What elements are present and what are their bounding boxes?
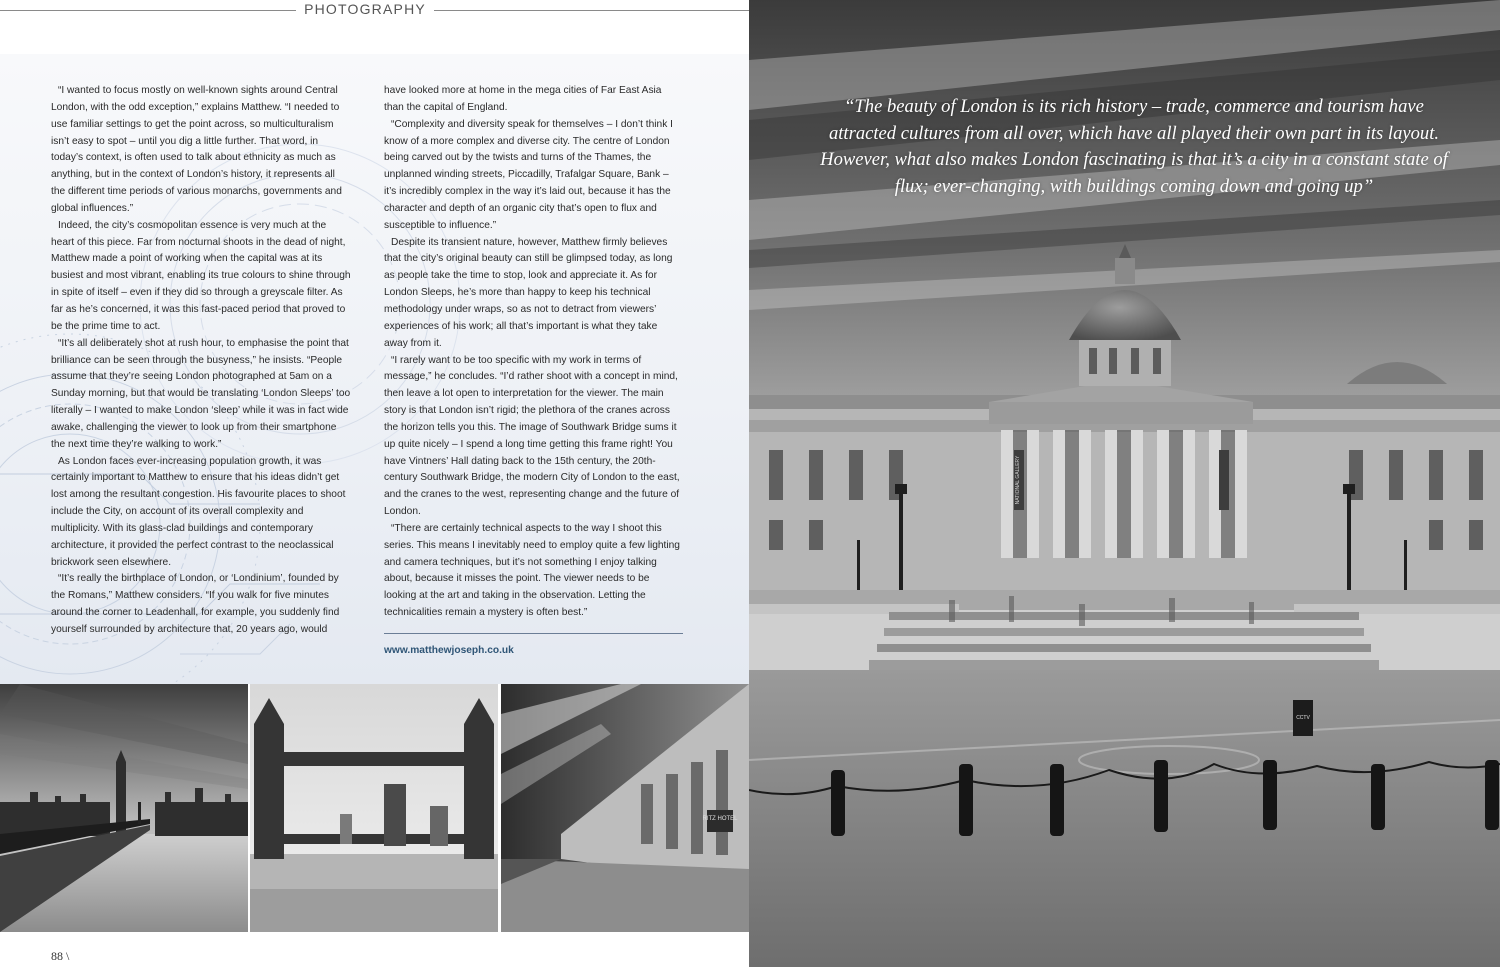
thumbnail-strip [0,684,749,932]
cctv-sign: CCTV [1296,715,1310,721]
article-column-2 [384,83,682,660]
header-rule-left [0,10,296,11]
section-header [0,0,749,22]
column2-paragraph: “There are certainly technical aspects to the way I shoot this series. This means I inevitably need to employ quite a few lighting and camera techniques, but it’s not something I enjoy talking about, because it misses the point. The viewer needs to be looking at the art and taking in the observation. Letting the technicalities remain a mystery is often best.” [384,522,680,619]
left-page [0,0,749,967]
column1-paragraph: “It’s really the birthplace of London, or ‘Londinium’, founded by the Romans,” Matthew considers. “If you walk for five minutes around the corner to Leadenhall, for example, you suddenly find yourself surrounded by architecture that, 20 years ago, would [51,573,340,635]
right-page-photo [749,0,1500,967]
photo-westminster [0,684,248,932]
article-column-1 [51,83,351,639]
column2-paragraph: have looked more at home in the mega cities of Far East Asia than the capital of England. [384,85,662,113]
column1-paragraph: “I wanted to focus mostly on well-known sights around Central London, with the odd exception,” explains Matthew. “I needed to use familiar settings to get the point across, so multiculturalism isn’t easy to spot – until you dig a little further. That word, in today’s context, is often used to talk about ethnicity as much as anything, but in the context of London’s history, it represents all the different time periods of various monarchs, governments and global influences.” [51,85,342,214]
section-label: PHOTOGRAPHY [304,1,426,17]
column1-paragraph: Indeed, the city’s cosmopolitan essence is very much at the heart of this piece. Far from nocturnal shoots in the dead of night, Matthew made a point of working when the capital was at its busiest and most vibrant, enabling its true colours to shine through in spite of itself – even if they did so through a greyscale filter. As far as he’s concerned, it was this fast-paced period that proved to be the prime time to act. [51,219,351,332]
column-end-rule [384,633,683,634]
page-number: 88 \ [51,949,70,963]
pull-quote: “The beauty of London is its rich history – trade, commerce and tourism have attracted cultures from all over, which have all played their own part in its layout. However, what also makes London fascinating is that it’s a city in a constant state of flux; ever-changing, with buildings coming down and going up” [820,96,1448,197]
column2-paragraph: Despite its transient nature, however, Matthew firmly believes that the city’s original beauty can still be glimpsed today, as long as people take the time to stop, look and appreciate it. As for London Sleeps, he’s more than happy to keep his technical methodology under wraps, so as not to detract from viewers’ experiences of his work; all that’s important is what they take away from it. [384,236,673,349]
gallery-banner-text: NATIONAL GALLERY [1015,455,1021,505]
column1-paragraph: “It’s all deliberately shot at rush hour, to emphasise the point that brilliance can be seen through the busyness,” he insists. “People assume that they’re seeing London photographed at 5am on a Sunday morning, but that would be translating ‘London Sleeps’ too literally – I wanted to make London ‘sleep’ while it was in fact wide awake, challenging the viewer to look up from their smartphone the next time they’re walking to work.” [51,337,351,450]
website-link[interactable]: www.matthewjoseph.co.uk [384,645,514,656]
photo-tower-bridge [250,684,498,932]
column2-paragraph: “I rarely want to be too specific with my work in terms of message,” he concludes. “I’d rather shoot with a concept in mind, then leave a lot open to interpretation for the viewer. The main story is that London isn’t rigid; the plethora of the cranes across the horizon tells you this. The image of Southwark Bridge sums it up quite nicely – I spend a long time getting this frame right! You have Vintners’ Hall dating back to the 15th century, the 20th-century Southwark Bridge, the modern City of London to the east, and the cranes to the west, representing change and the future of London. [384,354,680,518]
column2-paragraph: “Complexity and diversity speak for themselves – I don’t think I know of a more complex and diverse city. The centre of London being carved out by the twists and turns of the Thames, the unplanned winding streets, Piccadilly, Trafalgar Square, Bank – it’s incredibly complex in the way it’s laid out, because it has the character and depth of an organic city that’s open to flux and susceptible to influence.” [384,118,673,231]
column1-paragraph: As London faces ever-increasing population growth, it was certainly important to Matthew to ensure that his ideas didn’t get lost among the resultant congestion. His favourite places to shoot include the City, on account of its overall complexity and multiplicity. With its glass-clad buildings and contemporary architecture, it provided the perfect contrast to the neoclassical brickwork seen elsewhere. [51,455,346,568]
header-rule-right [434,10,749,11]
photo-piccadilly [501,684,749,932]
hotel-sign: RITZ HOTEL [702,816,738,822]
